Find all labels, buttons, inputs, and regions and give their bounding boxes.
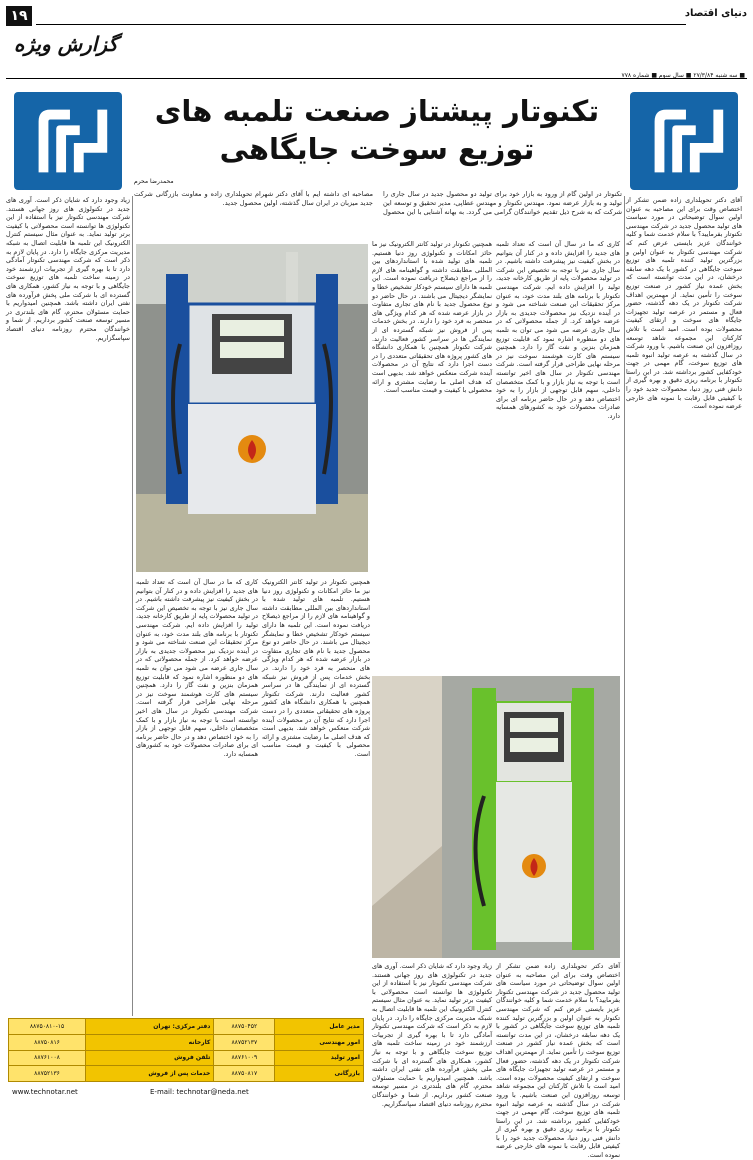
contact-label: تلفن فروش	[86, 1050, 214, 1066]
fuel-pump-illustration	[136, 244, 368, 572]
article-column-4: زیاد وجود دارد که شایان ذکر است. آوری های جدید در تکنولوژی های روز جهانی هستند. شرکت مهندسی تکنوتار نیز با استفاده از این تکنولوژی ها توانسته است محصولاتی با کیفیت برتر تولید نماید. به عنوان مثال سیستم کنترل الکترونیک این تلمبه ها قابلیت اتصال به شبکه مدیریت مرکزی جایگاه را دارد. در پایان لازم به ذکر است که شرکت مهندسی تکنوتار آمادگی دارد تا با بهره گیری از تجربیات ارزشمند خود در زمینه ساخت تلمبه های توزیع سوخت جایگاهی و با توجه به نیاز کشور، همکاری های گسترده ای با شرکت ملی پخش فرآورده های نفتی ایران داشته باشد. همچنین امیدواریم با حمایت مسئولان محترم، گام های بلندتری در مسیر توسعه صنعت کشور برداریم. از شما و خوانندگان محترم روزنامه دنیای اقتصاد سپاسگزاریم.	[6, 196, 130, 342]
page-number: ۱۹	[6, 6, 32, 26]
contact-label: مدیر عامل	[275, 1019, 364, 1035]
contact-value: ۸۸۷۶۱۰۰۹	[214, 1050, 275, 1066]
contact-value: ۸۸۷۵۰۸۱۷	[214, 1066, 275, 1082]
article-column-lower-1: همچنین تکنوتار در تولید کانتر الکترونیک نیز ما حائز امکانات و تکنولوژی روز دنیا هستیم. تلمبه های تولید شده با استانداردهای بین المللی مطابقت داشته و گواهینامه های لازم را از مراجع ذیصلاح دریافت نموده است. این تلمبه ها دارای سیستم خودکار تشخیص خطا و نمایشگر دیجیتال می باشند. در حال حاضر دو نوع محصول جدید با نام های تجاری متفاوت در بازار عرضه شده که هر کدام ویژگی های منحصر به فرد خود را دارند. در بخش خدمات پس از فروش نیز شبکه گسترده ای از نمایندگی ها در سراسر کشور فعالیت دارند. شرکت تکنوتار همچنین با همکاری دانشگاه های کشور پروژه های تحقیقاتی متعددی را در دست اجرا دارد که نتایج آن در محصولات آینده شرکت منعکس خواهد شد. بدیهی است که هدف اصلی ما رضایت مشتری و ارائه محصولی با کیفیت و قیمت مناسب است.	[262, 578, 370, 758]
article-column-2: کاری که ما در سال آن است که تعداد تلمبه های جدید را افزایش داده و در کنار آن بتوانیم در بخش کیفیت نیز پیشرفت داشته باشیم. در سال جاری نیز با توجه به تخصیص این شرکت در تولید محصولات پایه از طریق کارخانه جدید، تولید را افزایش داده ایم. شرکت مهندسی تکنوتار با برنامه های بلند مدت خود، به عنوان مرکز تحقیقات این صنعت شناخته می شود و در آینده نزدیک نیز محصولات جدیدی به بازار عرضه خواهد کرد. از جمله محصولاتی که در سال جاری عرضه می شود می توان به تلمبه های دو منظوره اشاره نمود که قابلیت توزیع همزمان بنزین و نفت گاز را دارد. همچنین سیستم های کارت هوشمند سوخت نیز در مرحله نهایی طراحی قرار گرفته است. شرکت مهندسی تکنوتار در سال های اخیر توانسته است با توجه به نیاز بازار و با کمک متخصصان داخلی، سهم قابل توجهی از بازار را به خود اختصاص دهد و در حال حاضر برنامه ای برای صادرات محصولات خود به کشورهای همسایه دارد.	[496, 240, 620, 420]
page-header	[6, 6, 747, 79]
title-line-2: توزیع سوخت جایگاهی	[219, 132, 535, 166]
contact-value: ۸۸۷۶۱۰۰۸	[9, 1050, 86, 1066]
contact-email: E-mail: technotar@neda.net	[150, 1088, 249, 1096]
masthead: دنیای اقتصاد	[684, 8, 747, 19]
contact-website: www.technotar.net	[12, 1088, 78, 1096]
contact-value: ۸۸۷۵۰۸۱۰-۱۵	[9, 1019, 86, 1035]
contact-value: ۸۸۷۵۲۱۳۷	[214, 1034, 275, 1050]
technotar-logo-icon	[14, 92, 122, 190]
contact-table	[8, 1018, 364, 1082]
contact-label: امور مهندسی	[275, 1034, 364, 1050]
contact-label: دفتر مرکزی: تهران	[86, 1019, 214, 1035]
issue-line: ■ سه شنبه ۲۷/۳/۸۴ ■ سال سوم ■ شماره ۷۷۸	[621, 72, 745, 79]
article-column-3: همچنین تکنوتار در تولید کانتر الکترونیک نیز ما حائز امکانات و تکنولوژی روز دنیا هستیم. تلمبه های تولید شده با استانداردهای بین المللی مطابقت داشته و گواهینامه های لازم را از مراجع ذیصلاح دریافت نموده است. این تلمبه ها دارای سیستم خودکار تشخیص خطا و نمایشگر دیجیتال می باشند. در حال حاضر دو نوع محصول جدید با نام های تجاری متفاوت در بازار عرضه شده که هر کدام ویژگی های منحصر به فرد خود را دارند. در بخش خدمات پس از فروش نیز شبکه گسترده ای از نمایندگی ها در سراسر کشور فعالیت دارند. شرکت تکنوتار همچنین با همکاری دانشگاه های کشور پروژه های تحقیقاتی متعددی را در دست اجرا دارد که نتایج آن در محصولات آینده شرکت منعکس خواهد شد. بدیهی است که هدف اصلی ما رضایت مشتری و ارائه محصولی با کیفیت و قیمت مناسب است.	[372, 240, 492, 395]
article-column-lower-2: کاری که ما در سال آن است که تعداد تلمبه های جدید را افزایش داده و در کنار آن بتوانیم در بخش کیفیت نیز پیشرفت داشته باشیم. در سال جاری نیز با توجه به تخصیص این شرکت در تولید محصولات پایه از طریق کارخانه جدید، تولید را افزایش داده ایم. شرکت مهندسی تکنوتار با برنامه های بلند مدت خود، به عنوان مرکز تحقیقات این صنعت شناخته می شود و در آینده نزدیک نیز محصولات جدیدی به بازار عرضه خواهد کرد. از جمله محصولاتی که در سال جاری عرضه می شود می توان به تلمبه های دو منظوره اشاره نمود که قابلیت توزیع همزمان بنزین و نفت گاز را دارد. همچنین سیستم های کارت هوشمند سوخت نیز در مرحله نهایی طراحی قرار گرفته است. شرکت مهندسی تکنوتار در سال های اخیر توانسته است با توجه به نیاز بازار و با کمک متخصصان داخلی، سهم قابل توجهی از بازار را به خود اختصاص دهد و در حال حاضر برنامه ای برای صادرات محصولات خود به کشورهای همسایه دارد.	[136, 578, 258, 758]
section-label: گزارش ویژه	[14, 32, 118, 56]
contact-label: امور تولید	[275, 1050, 364, 1066]
article-column-lower-4: زیاد وجود دارد که شایان ذکر است. آوری های جدید در تکنولوژی های روز جهانی هستند. شرکت مهندسی تکنوتار نیز با استفاده از این تکنولوژی ها توانسته است محصولاتی با کیفیت برتر تولید نماید. به عنوان مثال سیستم کنترل الکترونیک این تلمبه ها قابلیت اتصال به شبکه مدیریت مرکزی جایگاه را دارد. در پایان لازم به ذکر است که شرکت مهندسی تکنوتار آمادگی دارد تا با بهره گیری از تجربیات ارزشمند خود در زمینه ساخت تلمبه های توزیع سوخت جایگاهی و با توجه به نیاز کشور، همکاری های گسترده ای با شرکت ملی پخش فرآورده های نفتی ایران داشته باشد. همچنین امیدواریم با حمایت مسئولان محترم، گام های بلندتری در مسیر توسعه صنعت کشور برداریم. از شما و خوانندگان محترم روزنامه دنیای اقتصاد سپاسگزاریم.	[372, 962, 492, 1108]
article-column-1: آقای دکتر تحویلداری زاده ضمن تشکر از اختصاص وقت برای این مصاحبه به عنوان اولین سوال توضیحاتی در مورد سیاست های تولید محصول جدید در شرکت مهندسی تکنوتار بفرمایید؟ با سلام خدمت شما و کلیه خوانندگان عزیز بایستی عرض کنم که شرکت مهندسی تکنوتار به عنوان اولین و بزرگترین تولید کننده تلمبه های توزیع سوخت جایگاهی در کشور با یک دهه سابقه درخشان، در این مدت توانسته است که بخش عمده نیاز کشور در صنعت توزیع سوخت را تأمین نماید. از مهمترین اهداف شرکت تکنوتار در یک دهه گذشته، حضور فعال و مستمر در عرصه تولید تجهیزات جایگاه های سوخت و ارتقای کیفیت محصولات بوده است. امید است با تلاش کارکنان این مجموعه شاهد توسعه روزافزون این صنعت باشیم. با ورود شرکت در سال گذشته به عرصه تولید انبوه تلمبه های توزیع سوخت، گام مهمی در جهت خودکفایی کشور برداشته شد. در این راستا تکنوتار با برنامه ریزی دقیق و بهره گیری از دانش فنی روز دنیا، محصولات جدید خود را با کیفیتی قابل رقابت با نمونه های خارجی عرضه نموده است.	[626, 196, 742, 411]
column-rule	[132, 196, 133, 1016]
green-pump-illustration	[372, 676, 620, 958]
contact-value: ۸۸۷۵۰۸۱۶	[9, 1034, 86, 1050]
contact-label: کارخانه	[86, 1034, 214, 1050]
photo-blue-fuel-pumps	[136, 244, 368, 572]
article-column-lower-3: آقای دکتر تحویلداری زاده ضمن تشکر از اختصاص وقت برای این مصاحبه به عنوان اولین سوال توضیحاتی در مورد سیاست های تولید محصول جدید در شرکت مهندسی تکنوتار بفرمایید؟ با سلام خدمت شما و کلیه خوانندگان عزیز بایستی عرض کنم که شرکت مهندسی تکنوتار به عنوان اولین و بزرگترین تولید کننده تلمبه های توزیع سوخت جایگاهی در کشور با یک دهه سابقه درخشان، در این مدت توانسته است که بخش عمده نیاز کشور در صنعت توزیع سوخت را تأمین نماید. از مهمترین اهداف شرکت تکنوتار در یک دهه گذشته، حضور فعال و مستمر در عرصه تولید تجهیزات جایگاه های سوخت و ارتقای کیفیت محصولات بوده است. امید است با تلاش کارکنان این مجموعه شاهد توسعه روزافزون این صنعت باشیم. با ورود شرکت در سال گذشته به عرصه تولید انبوه تلمبه های توزیع سوخت، گام مهمی در جهت خودکفایی کشور برداشته شد. در این راستا تکنوتار با برنامه ریزی دقیق و بهره گیری از دانش فنی روز دنیا، محصولات جدید خود را با کیفیتی قابل رقابت با نمونه های خارجی عرضه نموده است.	[496, 962, 620, 1160]
lead-text: تکنوتار در اولین گام از ورود به بازار خود برای تولید دو محصول جدید در سال جاری را تولید و به بازار عرضه نمود. مهندس تکنوتار و مهندس عطاپی، مدیر تحقیق و توسعه این شرکت که به شرح ذیل تقدیم خوانندگان گرامی می گردد. به بهانه آشنایی با این محصول مصاحبه ای داشته ایم با آقای دکتر شهرام تحویلداری زاده و معاونت بازرگانی شرکت جدید میزبان در ایران سال گذشته، اولین محصول جدید.	[134, 190, 622, 216]
header-bottom-rule	[6, 78, 747, 79]
photo-green-fuel-pump	[372, 676, 620, 958]
article-title	[132, 92, 622, 168]
contact-value: ۸۸۷۵۲۱۳۶	[9, 1066, 86, 1082]
contact-label: بازرگانی	[275, 1066, 364, 1082]
header-rule	[36, 24, 686, 25]
contact-value: ۸۸۷۵۰۴۵۲	[214, 1019, 275, 1035]
technotar-logo-icon	[630, 92, 738, 190]
byline: محمدرضا محرم	[134, 178, 174, 185]
title-line-1: تکنوتار پیشتاز صنعت تلمبه های	[154, 94, 600, 128]
technotar-logo-right	[630, 92, 738, 190]
contact-label: خدمات پس از فروش	[86, 1066, 214, 1082]
column-rule	[624, 196, 625, 1100]
technotar-logo-left	[14, 92, 122, 190]
